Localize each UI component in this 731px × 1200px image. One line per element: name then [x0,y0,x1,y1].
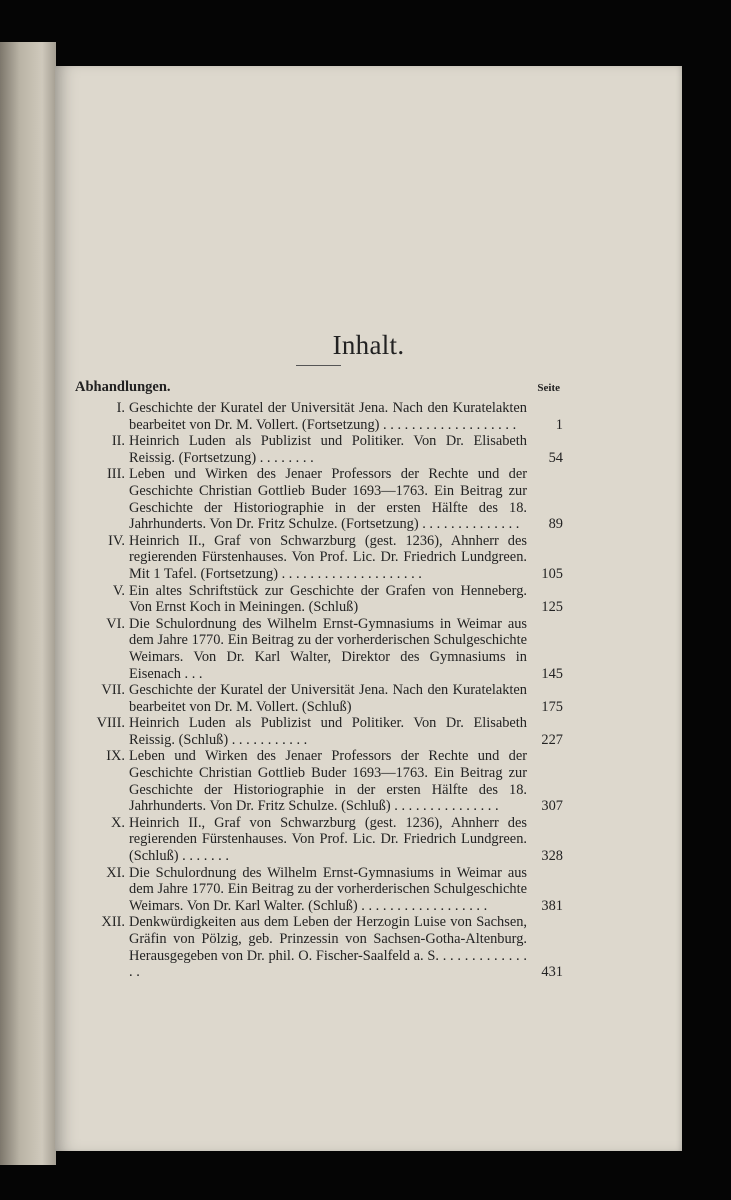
entry-number: XI. [106,864,125,881]
entry-number: IV. [108,532,125,549]
entry-number: VIII. [96,715,125,732]
entry-page: 328 [541,848,563,865]
title-rule [296,365,341,366]
entry-page: 145 [541,665,563,682]
entry-number: I. [116,400,125,416]
entry-page: 125 [541,599,563,616]
toc-entry [69,914,563,980]
page-column-label: Seite [537,382,560,394]
toc-entry [69,583,563,616]
entry-page: 1 [555,416,563,433]
entry-page: 175 [541,698,563,715]
table-of-contents [69,400,563,981]
entry-text: Leben und Wirken des Jenaer Professors der Rechte und der Geschichte Christian Gottlieb Buder 1693—1763. Ein Beitrag zur Geschichte der Historiographie in der ersten Hälfte des 18. Jahrhunderts. Von Dr. Fritz Schulze. (Schluß) . . . . . . . . . . . . . . . [129,748,527,815]
entry-number: X. [111,814,125,831]
entry-page: 227 [541,731,563,748]
entry-text: Geschichte der Kuratel der Universität Jena. Nach den Kuratelakten bearbeitet von Dr. M. Vollert. (Fortsetzung) . . . . . . . . . . . . . . . . . . . [129,400,527,433]
entry-number: XII. [101,914,125,931]
toc-entry [69,748,563,814]
toc-entry [69,433,563,466]
entry-page: 381 [541,897,563,914]
toc-entry [69,865,563,915]
entry-page: 105 [541,565,563,582]
entry-text: Die Schulordnung des Wilhelm Ernst-Gymnasiums in Weimar aus dem Jahre 1770. Ein Beitrag zu der vorherderischen Schulgeschichte Weimars. Von Dr. Karl Walter. (Schluß) . . . . . . . . . . . . . . . . . . [129,864,527,914]
toc-entry [69,466,563,532]
entry-text: Heinrich Luden als Publizist und Politiker. Von Dr. Elisabeth Reissig. (Schluß) . . . . . . . . . . . [129,715,527,748]
entry-number: II. [111,433,125,450]
toc-entry [69,682,563,715]
entry-number: V. [112,582,125,599]
entry-number: VI. [106,615,125,632]
entry-text: Die Schulordnung des Wilhelm Ernst-Gymnasiums in Weimar aus dem Jahre 1770. Ein Beitrag zu der vorherderischen Schulgeschichte Weimars. Von Dr. Karl Walter, Direktor des Gymnasiums in Eisenach . . . [129,615,527,682]
entry-text: Heinrich Luden als Publizist und Politiker. Von Dr. Elisabeth Reissig. (Fortsetzung) . . . . . . . . [129,433,527,466]
book-page [55,66,682,1151]
page-title: Inhalt. [332,330,405,360]
entry-number: VII. [101,682,125,699]
entry-text: Geschichte der Kuratel der Universität Jena. Nach den Kuratelakten bearbeitet von Dr. M. Vollert. (Schluß) [129,682,527,715]
toc-entry [69,533,563,583]
entry-page: 307 [541,798,563,815]
entry-number: IX. [106,748,125,765]
entry-text: Leben und Wirken des Jenaer Professors der Rechte und der Geschichte Christian Gottlieb Buder 1693—1763. Ein Beitrag zur Geschichte der Historiographie in der ersten Hälfte des 18. Jahrhunderts. Von Dr. Fritz Schulze. (Fortsetzung) . . . . . . . . . . . . . . [129,466,527,533]
entry-text: Denkwürdigkeiten aus dem Leben der Herzogin Luise von Sachsen, Gräfin von Pölzig, geb. Prinzessin von Sachsen-Gotha-Altenburg. Herausgegeben von Dr. phil. O. Fischer-Saalfeld a. S. . . . . . . . . . . . . . . [129,914,527,981]
toc-entry [69,715,563,748]
toc-entry [69,400,563,433]
entry-number: III. [107,466,125,483]
book-spine-edge [0,42,56,1165]
entry-text: Heinrich II., Graf von Schwarzburg (gest. 1236), Ahnherr des regierenden Fürstenhauses. Von Prof. Lic. Dr. Friedrich Lundgreen. Mit 1 Tafel. (Fortsetzung) . . . . . . . . . . . . . . . . . . . . [129,532,527,582]
toc-entry [69,815,563,865]
toc-entry [69,616,563,682]
entry-text: Ein altes Schriftstück zur Geschichte der Grafen von Henneberg. Von Ernst Koch in Meiningen. (Schluß) [129,582,527,616]
entry-page: 54 [548,449,563,466]
entry-page: 431 [541,964,563,981]
section-heading: Abhandlungen. [75,379,171,395]
entry-text: Heinrich II., Graf von Schwarzburg (gest. 1236), Ahnherr des regierenden Fürstenhauses. Von Prof. Lic. Dr. Friedrich Lundgreen. (Schluß) . . . . . . . [129,814,527,865]
entry-page: 89 [548,516,563,533]
